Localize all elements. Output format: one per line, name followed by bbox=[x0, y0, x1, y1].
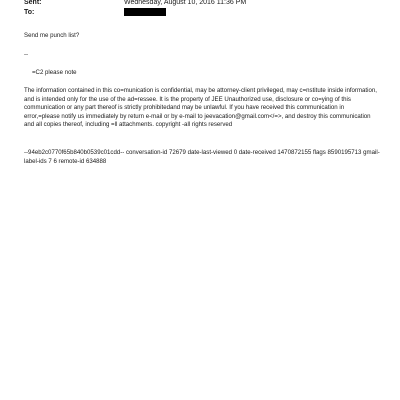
confidentiality-disclaimer: The information contained in this co=munication is confidential, may be attorney-client privileged, may c=nstitute inside information, and is intended only for the use of the ad=ressee. It is the property of JEE Unauthorized use, disclosure or co=ying of this communication or any part thereof is strictly prohibitedand may be unlawful. If you have received this communication in error,=please notify us immediately by return e-mail or by e-mail to jeevacation@gmail.com</=>, and destroy this communication and all copies thereof, including =ll attachments. copyright -all rights reserved bbox=[24, 87, 377, 129]
message-metadata: --94eb2c0770f65b840b0539c01cdd-- conversation-id 72679 date-last-viewed 0 date-received 1470872155 flags 8590195713 gmail-label-ids 7 6 remote-id 634888 bbox=[24, 149, 380, 165]
sent-row bbox=[24, 0, 246, 7]
please-note-line: =C2 please note bbox=[32, 69, 77, 76]
sent-label: Sent: bbox=[24, 0, 42, 6]
sent-date: Wednesday, August 10, 2016 11:36 PM bbox=[124, 0, 247, 6]
message-line: Send me punch list? bbox=[24, 32, 80, 39]
to-row bbox=[24, 8, 166, 17]
redacted-recipient bbox=[124, 8, 166, 16]
to-label: To: bbox=[24, 9, 35, 16]
signature-separator: -- bbox=[24, 51, 29, 58]
